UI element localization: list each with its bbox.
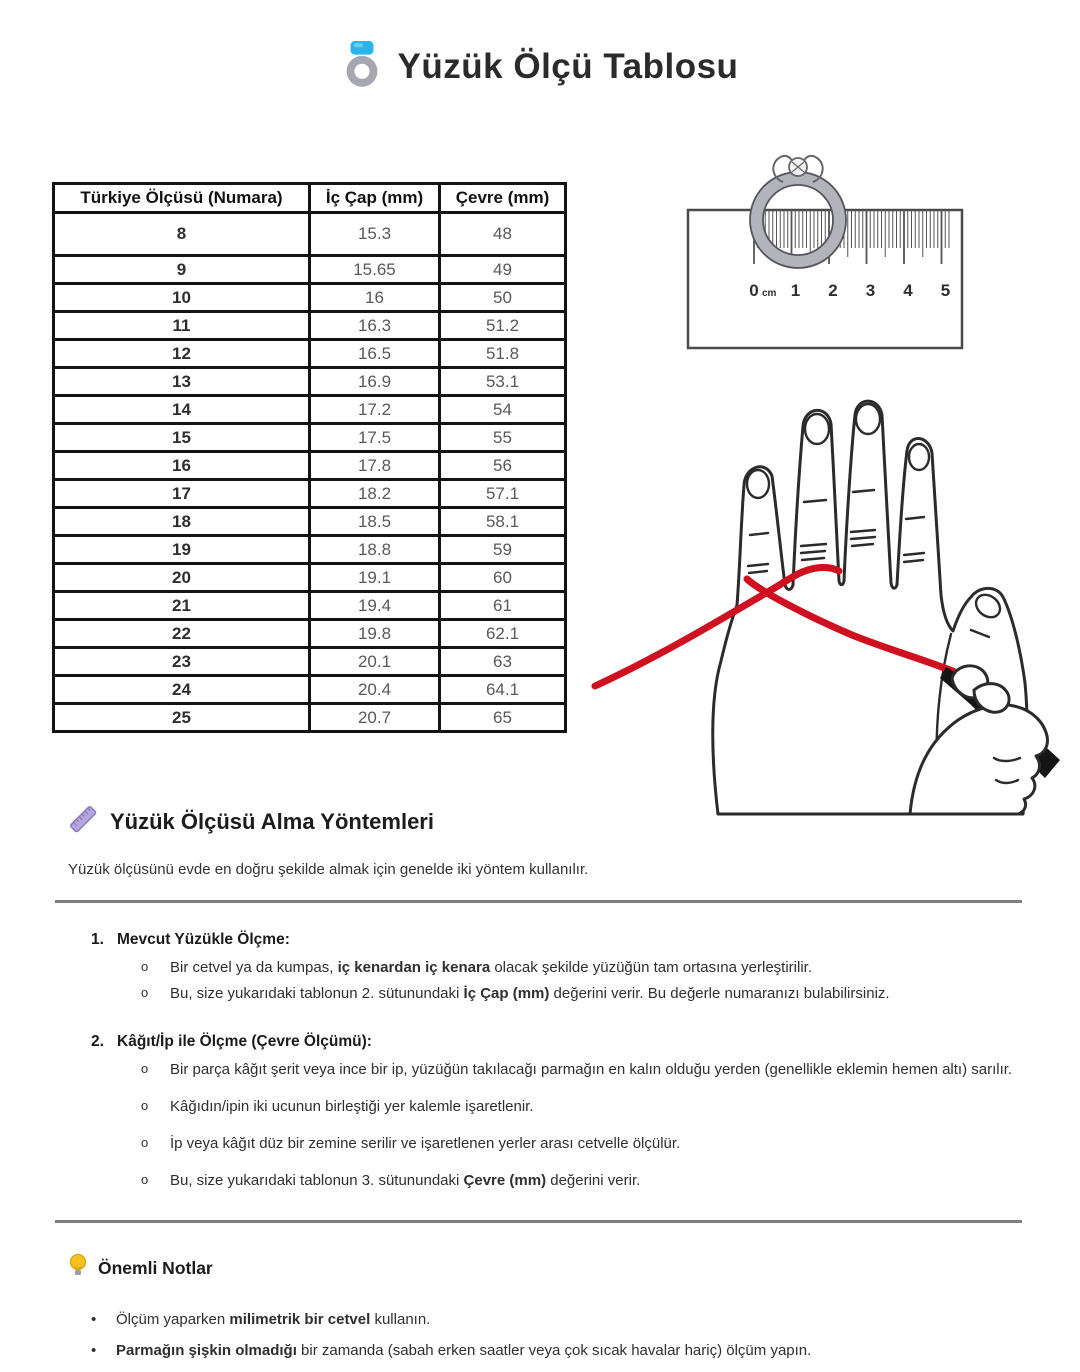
hand-string-figure xyxy=(600,372,1065,812)
size-cell: 9 xyxy=(54,256,310,284)
ring-icon xyxy=(342,40,382,93)
circumference-cell: 57.1 xyxy=(440,480,566,508)
size-cell: 16 xyxy=(54,452,310,480)
bullet-marker: o xyxy=(141,1172,149,1188)
diameter-cell: 18.5 xyxy=(310,508,440,536)
circumference-cell: 62.1 xyxy=(440,620,566,648)
circumference-cell: 58.1 xyxy=(440,508,566,536)
list-item-text: Parmağın şişkin olmadığı bir zamanda (sabah erken saatler veya çok sıcak havalar hariç) ölçüm yapın. xyxy=(116,1341,812,1359)
bullet-marker: o xyxy=(141,959,149,974)
size-cell: 14 xyxy=(54,396,310,424)
notes-list xyxy=(55,1310,1022,1362)
diameter-cell: 18.2 xyxy=(310,480,440,508)
diameter-cell: 17.8 xyxy=(310,452,440,480)
table-row xyxy=(54,340,566,368)
list-item xyxy=(55,1097,1022,1117)
method-bullets xyxy=(55,1060,1022,1192)
method-bullets xyxy=(55,958,1022,1005)
page-title: Yüzük Ölçü Tablosu xyxy=(397,46,739,86)
notes-heading: Önemli Notlar xyxy=(98,1257,213,1278)
svg-text:5: 5 xyxy=(940,281,951,300)
diameter-cell: 16.9 xyxy=(310,368,440,396)
methods-list xyxy=(55,931,1022,1192)
list-item-text: Kâğıdın/ipin iki ucunun birleştiği yer kalemle işaretlenir. xyxy=(170,1097,534,1115)
size-cell: 15 xyxy=(54,424,310,452)
diameter-cell: 20.4 xyxy=(310,676,440,704)
size-cell: 17 xyxy=(54,480,310,508)
svg-text:1: 1 xyxy=(790,281,801,300)
list-item-text: Bir cetvel ya da kumpas, iç kenardan iç kenara olacak şekilde yüzüğün tam ortasına yerleştirilir. xyxy=(170,959,812,976)
circumference-cell: 65 xyxy=(440,704,566,732)
diameter-cell: 20.1 xyxy=(310,648,440,676)
size-cell: 8 xyxy=(54,213,310,256)
header-cell-circumference: Çevre (mm) xyxy=(440,184,566,213)
list-item xyxy=(55,1171,1022,1191)
table-row xyxy=(54,284,566,312)
circumference-cell: 51.8 xyxy=(440,340,566,368)
size-cell: 24 xyxy=(54,676,310,704)
circumference-cell: 51.2 xyxy=(440,312,566,340)
method-item-2 xyxy=(55,1033,1022,1192)
table-row xyxy=(54,592,566,620)
method-number: 2. xyxy=(91,1032,104,1050)
circumference-cell: 54 xyxy=(440,396,566,424)
notes-heading-row xyxy=(68,1253,1022,1284)
table-row xyxy=(54,620,566,648)
methods-heading-row xyxy=(68,804,1022,839)
method-title: Kâğıt/İp ile Ölçme (Çevre Ölçümü): xyxy=(117,1032,372,1050)
diameter-cell: 19.8 xyxy=(310,620,440,648)
svg-text:0: 0 xyxy=(749,281,759,300)
table-row xyxy=(54,480,566,508)
size-table xyxy=(52,182,567,733)
method-number: 1. xyxy=(91,931,104,948)
lightbulb-icon xyxy=(68,1253,88,1284)
table-row xyxy=(54,424,566,452)
bullet-marker: • xyxy=(91,1310,97,1328)
diameter-cell: 15.3 xyxy=(310,213,440,256)
diameter-cell: 16.3 xyxy=(310,312,440,340)
diameter-cell: 19.4 xyxy=(310,592,440,620)
circumference-cell: 56 xyxy=(440,452,566,480)
size-cell: 10 xyxy=(54,284,310,312)
table-row xyxy=(54,704,566,732)
list-item-text: Ölçüm yaparken milimetrik bir cetvel kullanın. xyxy=(116,1310,431,1328)
circumference-cell: 55 xyxy=(440,424,566,452)
size-cell: 11 xyxy=(54,312,310,340)
list-item xyxy=(55,958,1022,978)
size-cell: 21 xyxy=(54,592,310,620)
methods-heading: Yüzük Ölçüsü Alma Yöntemleri xyxy=(110,808,434,834)
method-item-1 xyxy=(55,931,1022,1005)
diameter-cell: 17.2 xyxy=(310,396,440,424)
list-item xyxy=(55,1310,1022,1330)
table-row xyxy=(54,564,566,592)
svg-text:3: 3 xyxy=(865,281,876,300)
bullet-marker: o xyxy=(141,1135,149,1150)
table-row xyxy=(54,256,566,284)
method-title: Mevcut Yüzükle Ölçme: xyxy=(117,931,290,948)
divider xyxy=(55,900,1022,903)
list-item xyxy=(55,1341,1022,1361)
methods-section xyxy=(55,804,1022,1372)
size-cell: 19 xyxy=(54,536,310,564)
header-cell-size: Türkiye Ölçüsü (Numara) xyxy=(54,184,310,213)
list-item-text: İp veya kâğıt düz bir zemine serilir ve işaretlenen yerler arası cetvelle ölçülür. xyxy=(170,1135,681,1152)
diameter-cell: 16.5 xyxy=(310,340,440,368)
size-cell: 20 xyxy=(54,564,310,592)
circumference-cell: 64.1 xyxy=(440,676,566,704)
bullet-marker: o xyxy=(141,985,149,1001)
circumference-cell: 53.1 xyxy=(440,368,566,396)
size-cell: 12 xyxy=(54,340,310,368)
list-item-text: Bir parça kâğıt şerit veya ince bir ip, yüzüğün takılacağı parmağın en kalın olduğu yerden (genellikle eklemin hemen altı) sarılır. xyxy=(170,1060,1013,1078)
list-item xyxy=(55,1134,1022,1154)
list-item-text: Bu, size yukarıdaki tablonun 2. sütunundaki İç Çap (mm) değerini verir. Bu değerle numaranızı bulabilirsiniz. xyxy=(170,985,890,1003)
circumference-cell: 60 xyxy=(440,564,566,592)
diameter-cell: 15.65 xyxy=(310,256,440,284)
diameter-cell: 20.7 xyxy=(310,704,440,732)
circumference-cell: 48 xyxy=(440,213,566,256)
circumference-cell: 59 xyxy=(440,536,566,564)
page-header xyxy=(0,40,1080,93)
size-cell: 25 xyxy=(54,704,310,732)
bullet-marker: o xyxy=(141,1097,149,1113)
diameter-cell: 17.5 xyxy=(310,424,440,452)
table-row xyxy=(54,452,566,480)
size-cell: 18 xyxy=(54,508,310,536)
table-row xyxy=(54,312,566,340)
diameter-cell: 19.1 xyxy=(310,564,440,592)
bullet-marker: o xyxy=(141,1060,149,1076)
circumference-cell: 63 xyxy=(440,648,566,676)
divider xyxy=(55,1220,1022,1223)
size-cell: 23 xyxy=(54,648,310,676)
svg-text:2: 2 xyxy=(828,281,838,300)
ruler-illustration xyxy=(680,140,970,355)
circumference-cell: 49 xyxy=(440,256,566,284)
ring-on-ruler-figure xyxy=(680,140,970,355)
size-cell: 13 xyxy=(54,368,310,396)
table-row xyxy=(54,536,566,564)
ruler-icon xyxy=(68,804,98,839)
table-row xyxy=(54,676,566,704)
list-item xyxy=(55,984,1022,1004)
hand-illustration xyxy=(600,372,1065,812)
list-item xyxy=(55,1060,1022,1080)
table-row xyxy=(54,648,566,676)
svg-text:4: 4 xyxy=(903,281,913,300)
table-row xyxy=(54,368,566,396)
circumference-cell: 50 xyxy=(440,284,566,312)
list-item-text: Bu, size yukarıdaki tablonun 3. sütunundaki Çevre (mm) değerini verir. xyxy=(170,1172,641,1190)
bullet-marker: • xyxy=(91,1341,97,1359)
table-row xyxy=(54,213,566,256)
table-header-row xyxy=(54,184,566,213)
methods-intro: Yüzük ölçüsünü evde en doğru şekilde almak için genelde iki yöntem kullanılır. xyxy=(68,861,589,878)
diameter-cell: 16 xyxy=(310,284,440,312)
size-cell: 22 xyxy=(54,620,310,648)
diameter-cell: 18.8 xyxy=(310,536,440,564)
svg-text:cm: cm xyxy=(762,288,777,299)
table-row xyxy=(54,396,566,424)
table-row xyxy=(54,508,566,536)
header-cell-diameter: İç Çap (mm) xyxy=(310,184,440,213)
circumference-cell: 61 xyxy=(440,592,566,620)
